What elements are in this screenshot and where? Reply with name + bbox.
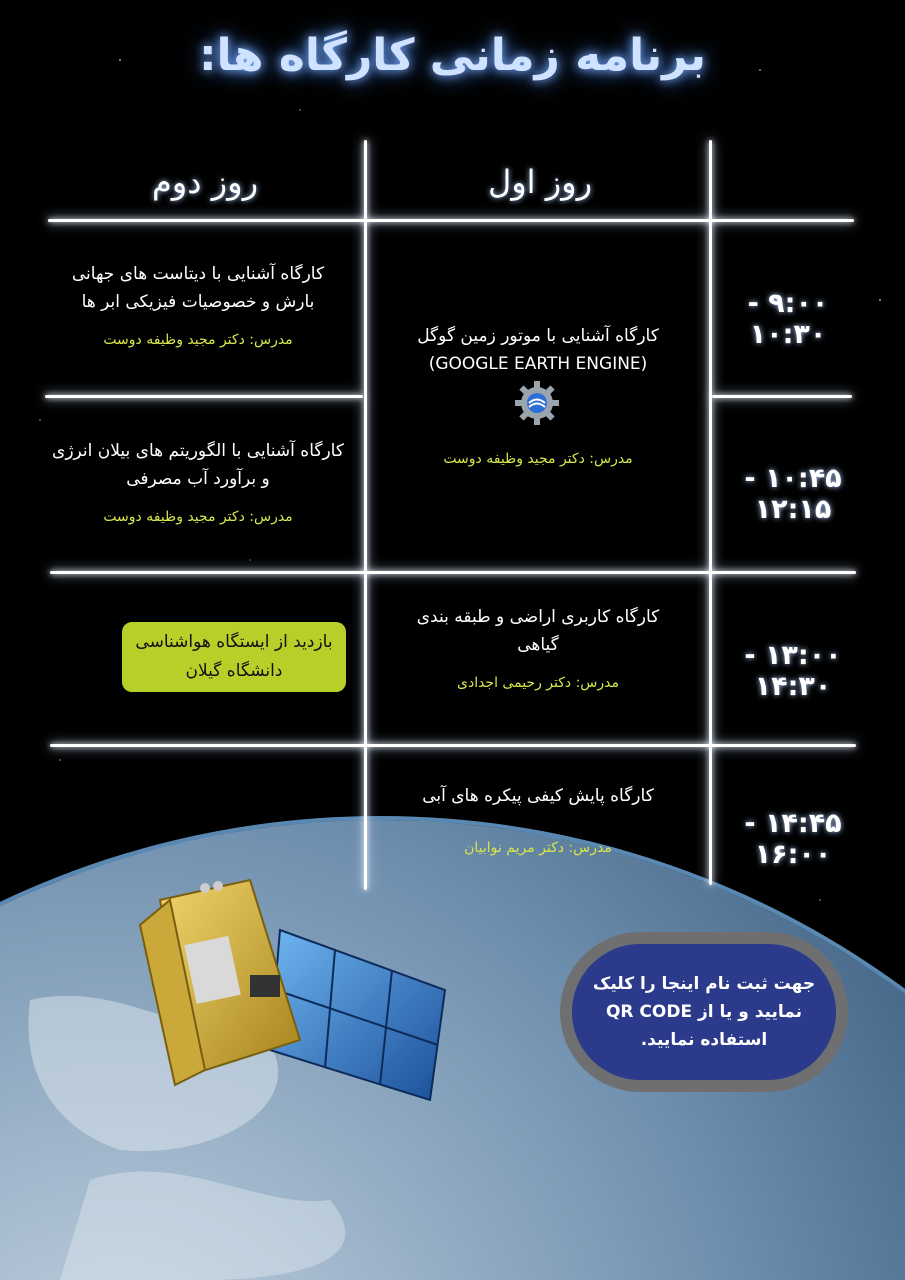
time-slot-3: ۱۳:۰۰ - ۱۴:۳۰ (744, 640, 842, 702)
grid-line-row1-left (45, 395, 363, 398)
grid-line-vertical-left (364, 140, 367, 890)
grid-line-header (48, 219, 854, 222)
day1-workshop-3 (380, 782, 696, 856)
time-slot-1: ۹:۰۰ - ۱۰:۳۰ (747, 288, 829, 350)
grid-line-row3 (50, 744, 856, 747)
workshop-title: کارگاه پایش کیفی پیکره های آبی (422, 786, 654, 806)
day2-workshop-2 (52, 437, 344, 525)
grid-line-row1-right (712, 395, 852, 398)
header-day1: روز اول (487, 163, 593, 201)
page-title: برنامه زمانی کارگاه ها: (198, 30, 707, 81)
google-earth-engine-icon (513, 379, 561, 427)
day2-workshop-1 (52, 260, 344, 348)
workshop-instructor: مدرس: دکتر مجید وظیفه دوست (103, 332, 293, 348)
day1-workshop-1-instructor (380, 435, 696, 467)
visit-badge: بازدید از ایستگاه هواشناسی دانشگاه گیلان (122, 622, 346, 692)
workshop-title: کارگاه کاربری اراضی و طبقه بندی گیاهی (416, 607, 660, 655)
day1-workshop-2 (380, 603, 696, 691)
grid-line-vertical-right (709, 140, 712, 885)
workshop-instructor: مدرس: دکتر رحیمی اجدادی (457, 675, 619, 691)
workshop-instructor: مدرس: دکتر مجید وظیفه دوست (443, 451, 633, 467)
workshop-title: کارگاه آشنایی با موتور زمین گوگل (417, 326, 659, 346)
header-day2: روز دوم (151, 163, 259, 201)
workshop-title: کارگاه آشنایی با الگوریتم های بیلان انرژی و برآورد آب مصرفی (52, 441, 344, 489)
workshop-instructor: مدرس: دکتر مریم نوابیان (464, 840, 612, 856)
workshop-title-english: (GOOGLE EARTH ENGINE) (428, 354, 648, 374)
grid-line-row2 (50, 571, 856, 574)
day1-workshop-1 (380, 322, 696, 378)
time-slot-2: ۱۰:۴۵ - ۱۲:۱۵ (744, 463, 842, 525)
registration-button[interactable] (560, 932, 848, 1092)
workshop-title: کارگاه آشنایی با دیتاست های جهانی بارش و خصوصیات فیزیکی ابر ها (71, 264, 325, 312)
time-slot-4: ۱۴:۴۵ - ۱۶:۰۰ (744, 808, 842, 870)
registration-text[interactable]: جهت ثبت نام اینجا را کلیک نمایید و یا از QR CODE استفاده نمایید. (572, 944, 836, 1080)
workshop-instructor: مدرس: دکتر مجید وظیفه دوست (103, 509, 293, 525)
